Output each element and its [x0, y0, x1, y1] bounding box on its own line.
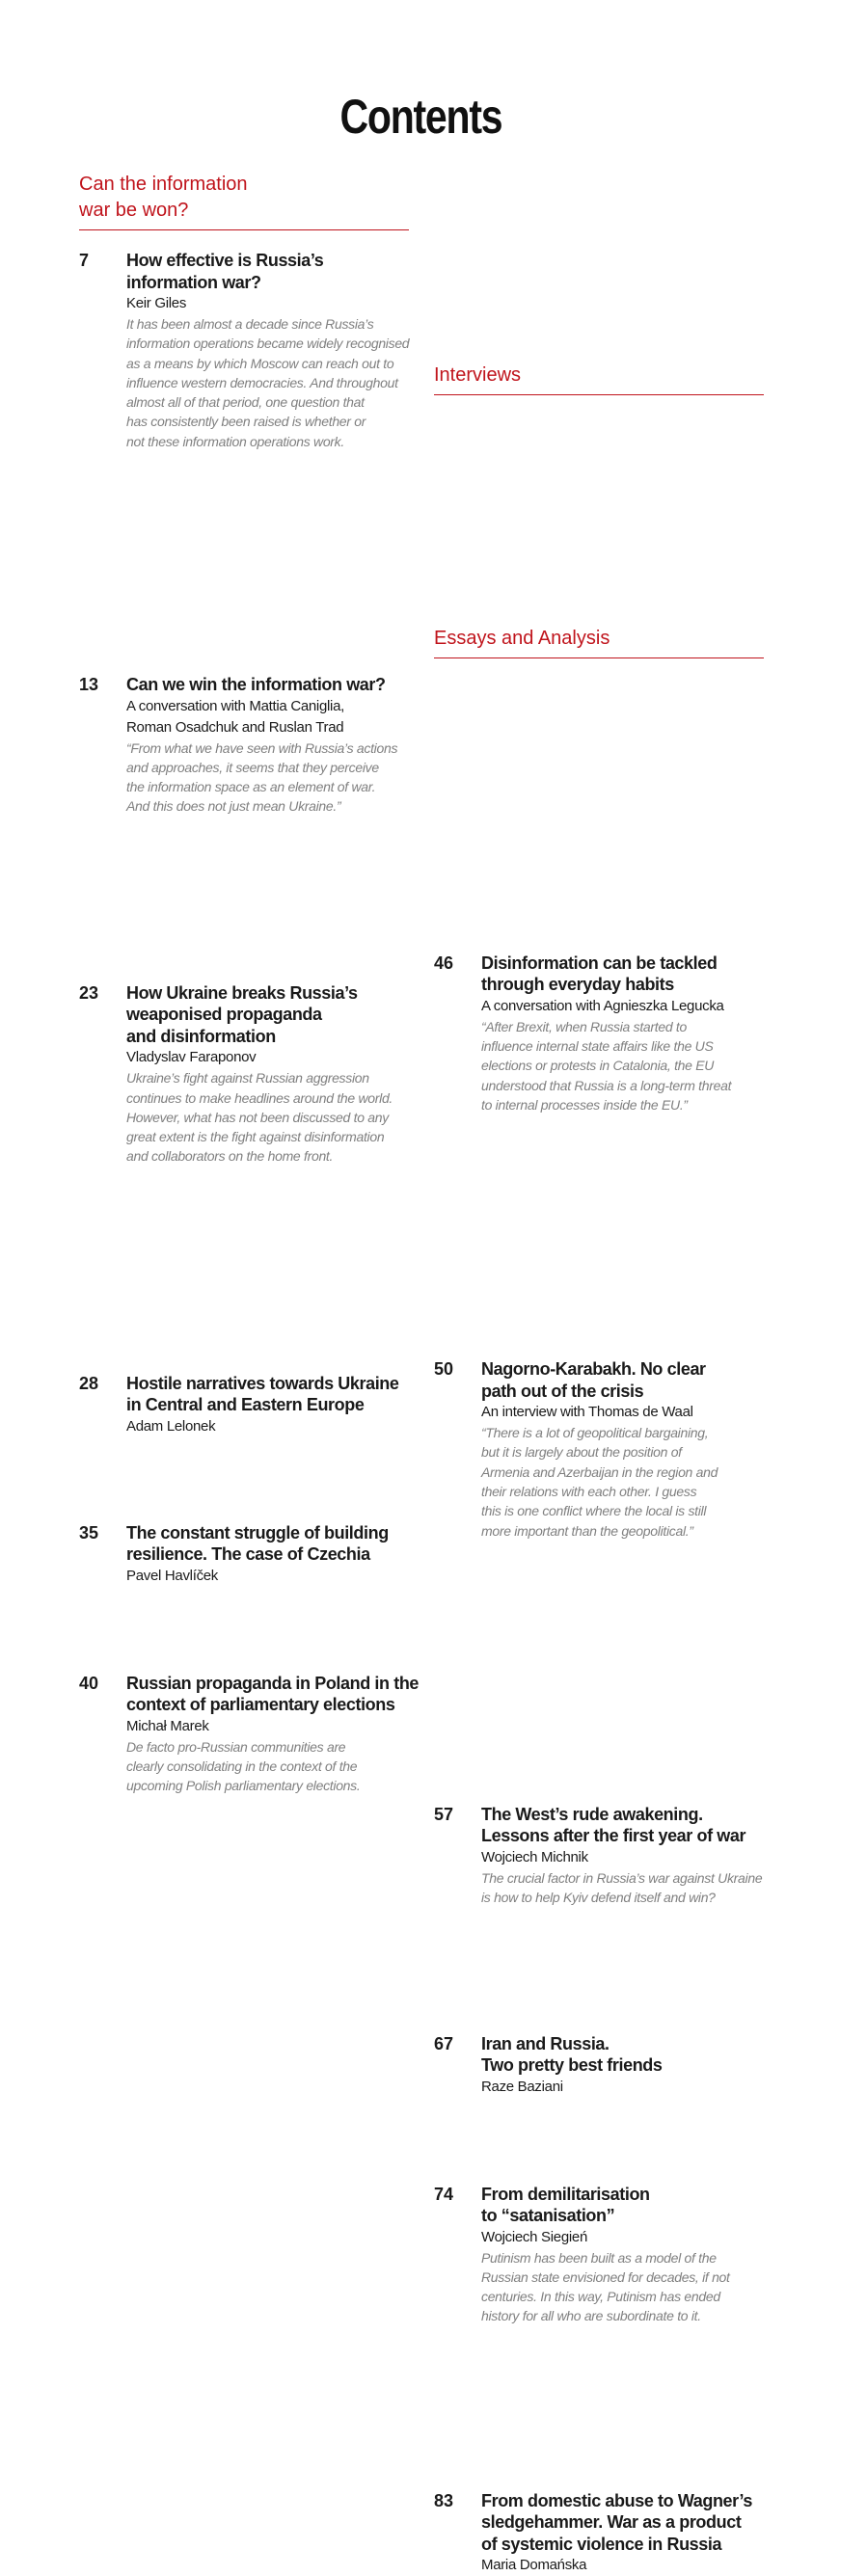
entry-title: From demilitarisation to “satanisation” — [481, 2184, 650, 2225]
toc-entry[interactable] — [434, 2184, 811, 2326]
entry-author: An interview with Thomas de Waal — [481, 1404, 693, 1421]
entry-title: Hostile narratives towards Ukraine in Central and Eastern Europe — [126, 1373, 399, 1415]
entry-title: How effective is Russia’s information war? — [126, 251, 324, 292]
entry-author: Raze Baziani — [481, 2078, 563, 2095]
entry-title: Nagorno-Karabakh. No clear path out of the crisis — [481, 1359, 706, 1401]
entry-author: Maria Domańska — [481, 2557, 587, 2574]
entry-title: Can we win the information war? — [126, 675, 386, 695]
section-heading: Can the information war be won? — [79, 172, 409, 230]
entry-description: “There is a lot of geopolitical bargaining, but it is largely about the position of Armenia and Azerbaijan in the region and their relations with each other. I guess this is one conflict where the local is still more important than the geopolitical.” — [481, 1425, 718, 1539]
toc-entry[interactable] — [79, 1673, 456, 1796]
page-number: 23 — [79, 982, 99, 1003]
toc-entry[interactable] — [434, 1358, 811, 1541]
page-number: 74 — [434, 2184, 454, 2204]
toc-entry[interactable] — [434, 953, 811, 1114]
entry-description: “After Brexit, when Russia started to influence internal state affairs like the US elections or protests in Catalonia, the EU understood that Russia is a long-term threat to internal processes inside the EU.” — [481, 1018, 732, 1113]
toc-entry[interactable] — [79, 1522, 456, 1587]
entry-author: Wojciech Siegień — [481, 2228, 587, 2245]
section-heading: Essays and Analysis — [434, 626, 764, 658]
page-number: 67 — [434, 2033, 454, 2053]
interviews-section — [434, 362, 764, 395]
page-number: 35 — [79, 1522, 99, 1543]
entry-description: Putinism has been built as a model of the Russian state envisioned for decades, if not centuries. In this way, Putinism has ended history for all who are subordinate to it. — [481, 2249, 730, 2324]
entry-title: The constant struggle of building resilience. The case of Czechia — [126, 1522, 389, 1565]
toc-entry[interactable] — [79, 250, 456, 451]
entry-author: A conversation with Agnieszka Legucka — [481, 997, 724, 1014]
entry-author: Keir Giles — [126, 295, 187, 311]
entry-title: Russian propaganda in Poland in the context of parliamentary elections — [126, 1673, 420, 1715]
page-title: Contents — [339, 90, 502, 144]
toc-entry[interactable] — [79, 982, 456, 1167]
entry-description: It has been almost a decade since Russia’s information operations became widely recognised as a means by which Moscow can reach out to influence western democracies. And throughout almost all of that period, one question that has consistently been raised is whether or not these information operations work. — [126, 316, 410, 449]
entry-author: Pavel Havlíček — [126, 1567, 219, 1584]
page-number: 13 — [79, 675, 99, 695]
entry-description: De facto pro-Russian communities are clearly consolidating in the context of the upcoming Polish parliamentary elections. — [126, 1738, 361, 1794]
page-number: 7 — [79, 251, 90, 270]
toc-entry[interactable] — [434, 1804, 811, 1908]
entry-author: Wojciech Michnik — [481, 1848, 588, 1865]
page-number: 40 — [79, 1673, 99, 1693]
page-number: 28 — [79, 1373, 99, 1393]
page-number: 50 — [434, 1359, 454, 1380]
toc-entry[interactable] — [79, 674, 456, 817]
entry-description: The crucial factor in Russia’s war against Ukraine is how to help Kyiv defend itself and win? — [481, 1869, 763, 1906]
toc-entry[interactable] — [434, 2033, 811, 2098]
entry-description: Ukraine’s fight against Russian aggression continues to make headlines around the world. However, what has not been discussed to any great extent is the fight against disinformation and collaborators on the home front. — [126, 1070, 393, 1165]
entry-author: Vladyslav Faraponov — [126, 1049, 257, 1066]
entry-title: Iran and Russia. Two pretty best friends — [481, 2033, 663, 2075]
page-number: 46 — [434, 953, 454, 973]
entry-title: How Ukraine breaks Russia’s weaponised propaganda and disinformation — [126, 982, 358, 1046]
page-number: 83 — [434, 2490, 454, 2510]
toc-entry[interactable] — [434, 2490, 811, 2576]
entry-description: “From what we have seen with Russia’s actions and approaches, it seems that they perceive the information space as an element of war. And this does not just mean Ukraine.” — [126, 739, 398, 815]
entry-title: Disinformation can be tackled through everyday habits — [481, 953, 718, 995]
entry-author: Adam Lelonek — [126, 1417, 216, 1435]
page-number: 57 — [434, 1804, 454, 1824]
left-column — [79, 172, 409, 230]
entry-title: The West’s rude awakening. Lessons after the first year of war — [481, 1804, 746, 1846]
entry-title: From domestic abuse to Wagner’s sledgehammer. War as a product of systemic violence in Russia — [481, 2490, 752, 2554]
entry-author: A conversation with Mattia Caniglia, Roman Osadchuk and Ruslan Trad — [126, 697, 344, 736]
entry-author: Michał Marek — [126, 1717, 209, 1734]
section-heading: Interviews — [434, 362, 764, 395]
toc-entry[interactable] — [79, 1373, 456, 1437]
essays-section — [434, 626, 764, 658]
